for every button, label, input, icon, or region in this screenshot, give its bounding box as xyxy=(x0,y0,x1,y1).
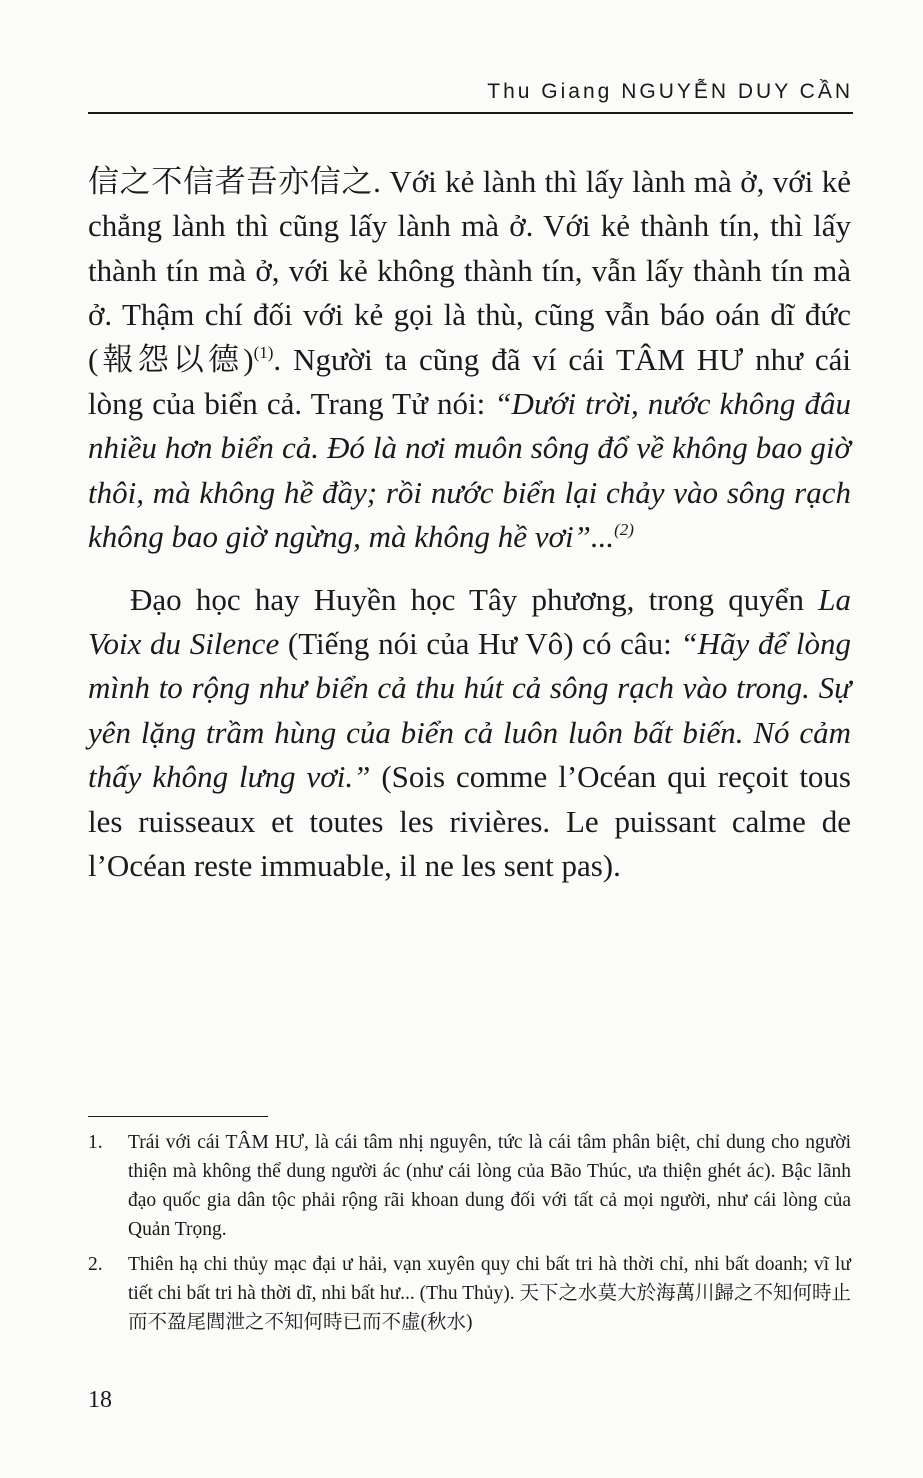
paragraph-2 xyxy=(88,578,851,889)
page-number: 18 xyxy=(88,1387,112,1413)
header-author-family: NGUYỄN DUY CẦN xyxy=(621,80,853,103)
footnote-2 xyxy=(88,1250,851,1337)
header-rule xyxy=(88,112,853,114)
p1-quote: “Dưới trời, nước không đâu nhiều hơn biển cả. Đó là nơi muôn sông đổ về không bao giờ thôi, mà không hề đầy; rồi nước biển lại chảy vào sông rạch không bao giờ ngừng, mà không hề vơi”... xyxy=(88,386,851,555)
header-author-given: Thu Giang xyxy=(487,80,613,103)
main-text xyxy=(88,160,851,907)
p2-text-a: Đạo học hay Huyền học Tây phương, trong quyển xyxy=(130,581,819,617)
footnote-text: Thiên hạ chi thủy mạc đại ư hải, vạn xuyên quy chi bất tri hà thời chỉ, nhi bất doanh; vĩ lư tiết chi bất tri hà thời dĩ, nhi bất hư... (Thu Thủy). 天下之水莫大於海萬川歸之不知何時止而不盈尾閭泄之不知何時已而不虛(秋水) xyxy=(128,1254,851,1333)
footnote-number: 1. xyxy=(88,1132,103,1153)
running-header xyxy=(88,80,853,104)
footnote-ref-1[interactable]: (1) xyxy=(253,342,274,362)
p1-text-a: 信之不信者吾亦信之. Với kẻ lành thì lấy lành mà ở, với kẻ chẳng lành thì cũng lấy lành mà ở. Với kẻ thành tín, thì lấy thành tín mà ở, với kẻ không thành tín, vẫn lấy thành tín mà ở. Thậm chí đối với kẻ gọi là thù, cũng vẫn báo oán dĩ đức (報怨以德) xyxy=(88,164,851,377)
p2-quote: “Hãy để lòng mình to rộng như biển cả thu hút cả sông rạch vào trong. Sự yên lặng trầm hùng của biển cả luôn luôn bất biến. Nó cảm thấy không lưng vơi.” xyxy=(88,626,851,795)
footnotes xyxy=(88,1128,851,1343)
p2-text-c: (Sois comme l’Océan qui reçoit tous les ruisseaux et toutes les rivières. Le puissant calme de l’Océan reste immuable, il ne les sent pas). xyxy=(88,759,851,884)
p1-text-b: . Người ta cũng đã ví cái TÂM HƯ như cái lòng của biển cả. Trang Tử nói: xyxy=(88,341,851,422)
paragraph-1 xyxy=(88,160,851,560)
footnote-text: Trái với cái TÂM HƯ, là cái tâm nhị nguyên, tức là cái tâm phân biệt, chỉ dung cho người thiện mà không thể dung người ác (như cái lòng của Bão Thúc, ưa thiện ghét ác). Bậc lãnh đạo quốc gia dân tộc phải rộng rãi khoan dung đối với tất cả mọi người, như cái lòng của Quản Trọng. xyxy=(128,1132,851,1240)
book-title: La Voix du Silence xyxy=(88,581,851,662)
p2-text-b: (Tiếng nói của Hư Vô) có câu: xyxy=(279,626,681,662)
footnote-rule xyxy=(88,1116,268,1117)
footnote-ref-2[interactable]: (2) xyxy=(614,520,634,540)
footnote-1 xyxy=(88,1128,851,1244)
footnote-number: 2. xyxy=(88,1254,103,1275)
